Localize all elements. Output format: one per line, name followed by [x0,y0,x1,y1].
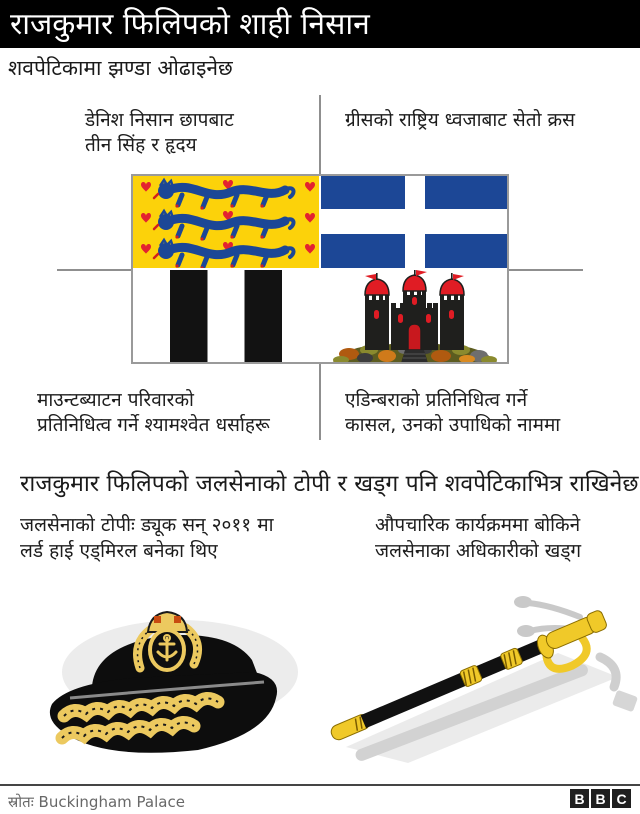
royal-standard-flag [131,174,509,364]
label-mountbatten-line2: प्रतिनिधित्व गर्ने श्यामश्वेत धर्साहरू [37,414,270,436]
label-danish-line2: तीन सिंह र हृदय [85,134,197,156]
page-subtitle: शवपेटिकामा झण्डा ओढाइनेछ [8,56,233,80]
edinburgh-castle-icon [321,270,507,362]
bbc-logo [570,789,631,808]
label-edinburgh-line2: कासल, उनको उपाधिको नाममा [345,414,561,436]
label-mountbatten-quadrant [37,388,270,438]
bbc-logo-block-b2: B [591,789,610,808]
divider-left-horizontal [57,269,131,271]
label-mountbatten-line1: माउन्टब्याटन परिवारको [37,389,194,411]
label-naval-cap-line2: लर्ड हाई एड्मिरल बनेका थिए [20,540,218,562]
source-credit: स्रोतः Buckingham Palace [8,793,185,811]
label-edinburgh-quadrant [345,388,560,438]
ceremonial-sword-illustration [318,585,638,770]
edinburgh-castle-quadrant [321,270,507,362]
section2-heading: राजकुमार फिलिपको जलसेनाको टोपी र खड्ग पनि शवपेटिकाभित्र राखिनेछ [20,471,639,497]
label-greek-quadrant: ग्रीसको राष्ट्रिय ध्वजाबाट सेतो क्रस [345,109,575,131]
page-title: राजकुमार फिलिपको शाही निसान [10,7,370,42]
bbc-logo-block-c: C [612,789,631,808]
label-naval-cap-line1: जलसेनाको टोपीः ड्यूक सन् २०११ मा [20,514,274,536]
divider-top-vertical [319,95,321,174]
label-danish-quadrant [85,108,234,158]
danish-lions-quadrant [133,176,319,268]
greek-cross-quadrant [321,176,507,268]
label-naval-cap [20,512,274,564]
label-edinburgh-line1: एडिन्बराको प्रतिनिधित्व गर्ने [345,389,528,411]
mountbatten-stripes-quadrant [133,270,319,362]
label-sword-line1: औपचारिक कार्यक्रममा बोकिने [375,514,581,536]
label-danish-line1: डेनिश निसान छापबाट [85,109,234,131]
label-sword [375,512,581,564]
bbc-logo-block-b1: B [570,789,589,808]
greek-cross-horizontal-bar [321,209,507,234]
divider-right-horizontal [509,269,583,271]
naval-cap-illustration [40,598,300,773]
divider-bottom-vertical [319,364,321,440]
footer-divider [0,784,640,786]
label-sword-line2: जलसेनाका अधिकारीको खड्ग [375,540,582,562]
danish-lions-icon [133,176,319,268]
